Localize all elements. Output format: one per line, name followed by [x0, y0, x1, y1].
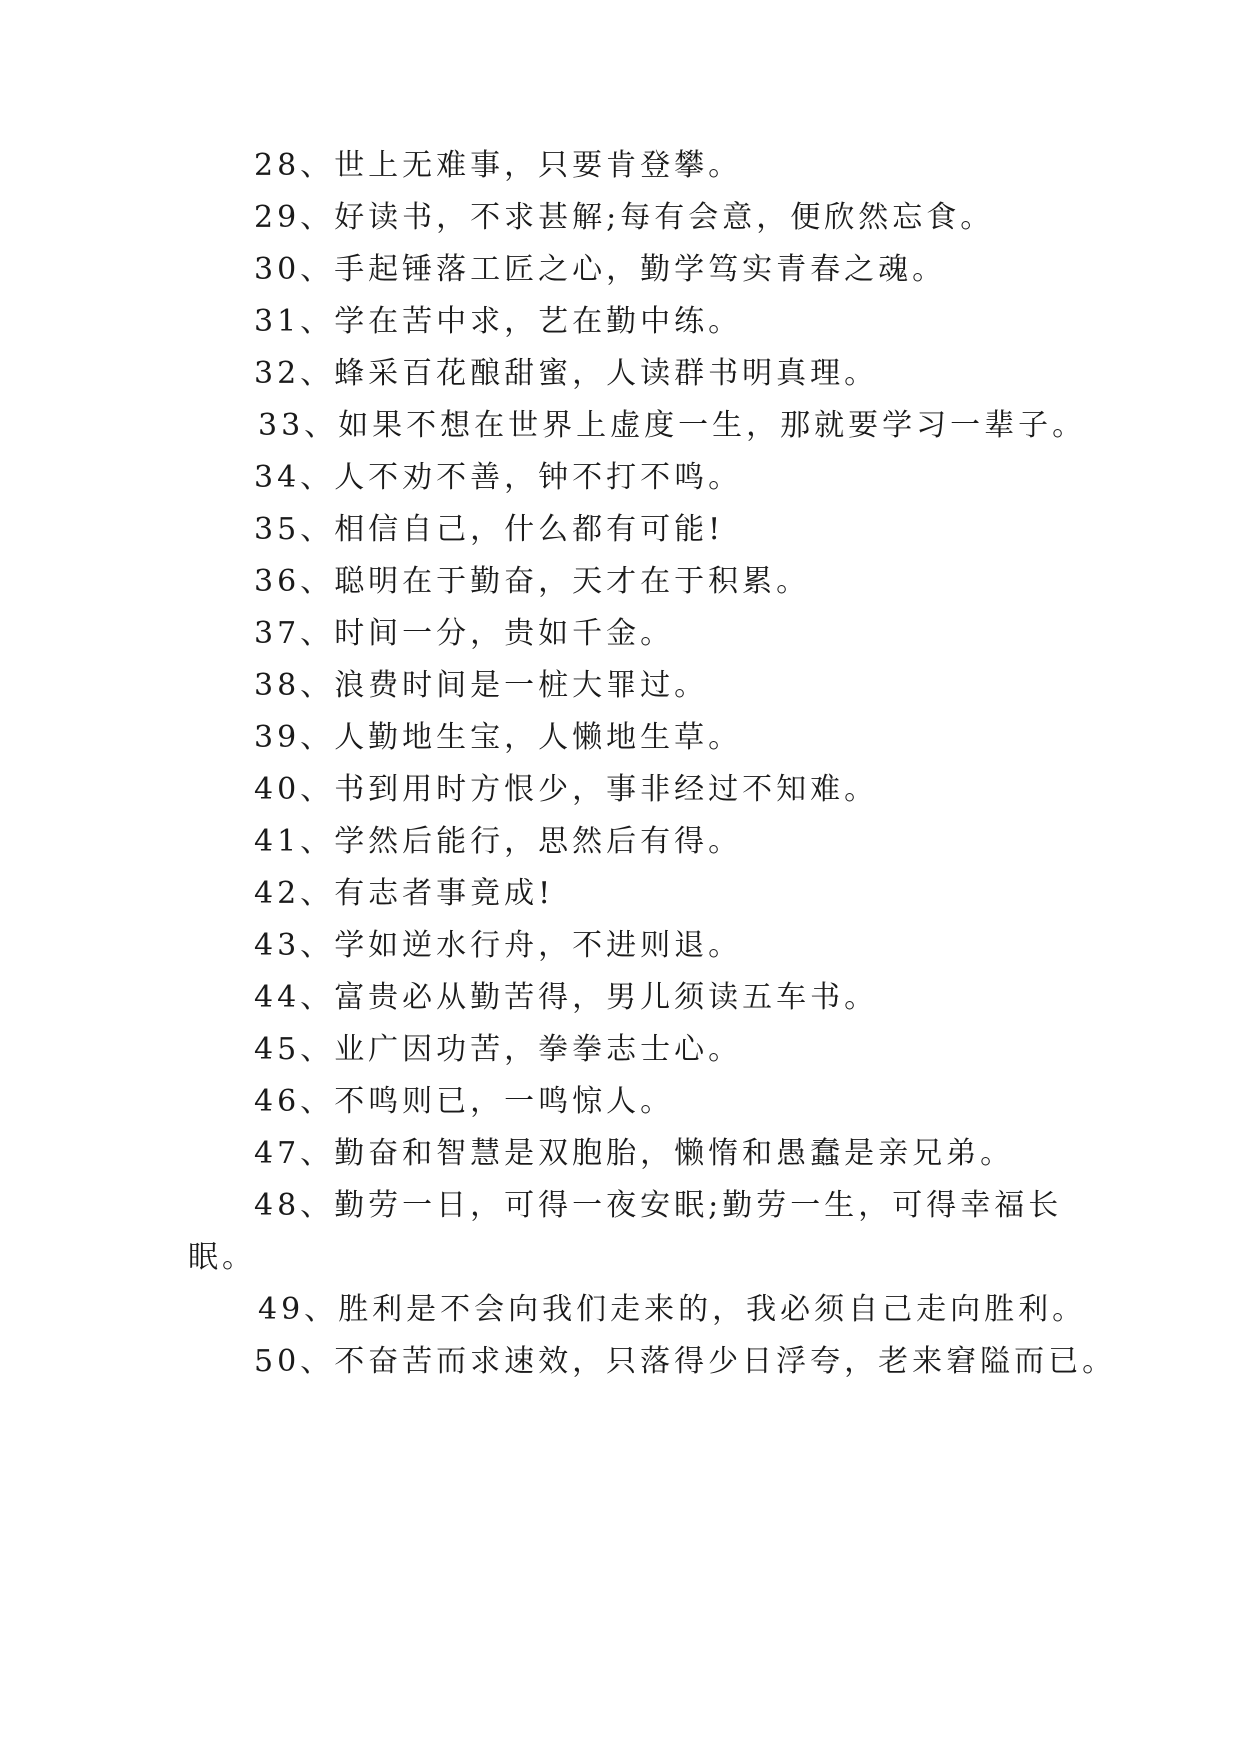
list-item [254, 822, 742, 862]
item-text: 人不劝不善，钟不打不鸣。 [334, 460, 743, 495]
list-item [254, 1082, 674, 1122]
item-number: 39、 [254, 720, 335, 755]
item-text-continuation: 眠。 [188, 1240, 256, 1275]
item-number: 35、 [254, 512, 335, 547]
item-number: 45、 [254, 1032, 335, 1067]
item-number: 49、 [258, 1292, 339, 1327]
item-number: 32、 [254, 356, 335, 391]
item-text: 浪费时间是一桩大罪过。 [334, 668, 709, 703]
list-item [254, 1186, 1062, 1226]
item-number: 42、 [254, 876, 335, 911]
item-text: 蜂采百花酿甜蜜，人读群书明真理。 [334, 356, 879, 391]
list-item [254, 926, 742, 966]
item-text: 有志者事竟成! [334, 876, 555, 911]
item-number: 50、 [254, 1344, 335, 1379]
item-text: 手起锤落工匠之心，勤学笃实青春之魂。 [334, 252, 947, 287]
item-text: 业广因功苦，拳拳志士心。 [334, 1032, 743, 1067]
item-number: 30、 [254, 252, 335, 287]
item-number: 29、 [254, 200, 335, 235]
item-number: 38、 [254, 668, 335, 703]
item-number: 40、 [254, 772, 335, 807]
list-item [254, 718, 742, 758]
item-number: 28、 [254, 148, 335, 183]
item-text: 如果不想在世界上虚度一生，那就要学习一辈子。 [338, 408, 1087, 443]
list-item [254, 562, 810, 602]
list-item [254, 1342, 1116, 1382]
list-item [254, 302, 742, 342]
item-number: 36、 [254, 564, 335, 599]
item-number: 48、 [254, 1188, 335, 1223]
item-text: 学然后能行，思然后有得。 [334, 824, 743, 859]
item-number: 43、 [254, 928, 335, 963]
item-text: 勤奋和智慧是双胞胎，懒惰和愚蠢是亲兄弟。 [334, 1136, 1015, 1171]
item-number: 37、 [254, 616, 335, 651]
item-text: 富贵必从勤苦得，男儿须读五车书。 [334, 980, 879, 1015]
list-item [254, 614, 674, 654]
list-item [254, 874, 554, 914]
item-text: 书到用时方恨少，事非经过不知难。 [334, 772, 879, 807]
list-item [254, 978, 878, 1018]
list-item [258, 406, 1086, 446]
item-text: 世上无难事，只要肯登攀。 [334, 148, 743, 183]
item-text: 不奋苦而求速效，只落得少日浮夸，老来窘隘而已。 [334, 1344, 1117, 1379]
item-text: 学在苦中求，艺在勤中练。 [334, 304, 743, 339]
list-item [254, 146, 742, 186]
list-item [258, 1290, 1086, 1330]
item-text: 好读书，不求甚解;每有会意，便欣然忘食。 [334, 200, 995, 235]
list-item [254, 250, 946, 290]
item-number: 33、 [258, 408, 339, 443]
list-item [254, 1134, 1014, 1174]
list-item-continuation [188, 1238, 256, 1278]
list-item [254, 1030, 742, 1070]
item-text: 学如逆水行舟，不进则退。 [334, 928, 743, 963]
list-item [254, 354, 878, 394]
list-item [254, 510, 724, 550]
list-item [254, 666, 708, 706]
item-number: 46、 [254, 1084, 335, 1119]
item-text: 时间一分，贵如千金。 [334, 616, 675, 651]
item-text: 不鸣则已，一鸣惊人。 [334, 1084, 675, 1119]
item-number: 44、 [254, 980, 335, 1015]
item-text: 人勤地生宝，人懒地生草。 [334, 720, 743, 755]
item-number: 31、 [254, 304, 335, 339]
list-item [254, 770, 878, 810]
item-number: 47、 [254, 1136, 335, 1171]
item-text: 勤劳一日，可得一夜安眠;勤劳一生，可得幸福长 [334, 1188, 1063, 1223]
item-text: 相信自己，什么都有可能! [334, 512, 725, 547]
list-item [254, 198, 994, 238]
item-number: 41、 [254, 824, 335, 859]
item-text: 聪明在于勤奋，天才在于积累。 [334, 564, 811, 599]
list-item [254, 458, 742, 498]
item-text: 胜利是不会向我们走来的，我必须自己走向胜利。 [338, 1292, 1087, 1327]
item-number: 34、 [254, 460, 335, 495]
